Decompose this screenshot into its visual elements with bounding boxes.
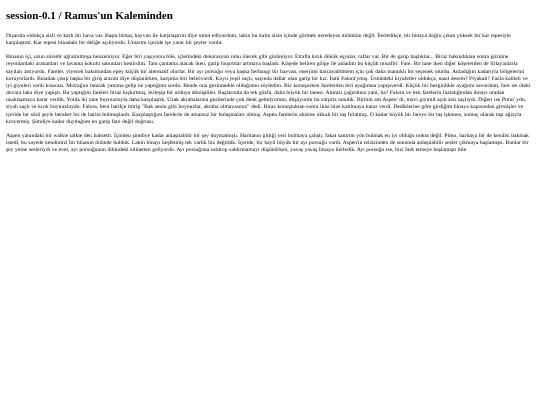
- document-page: [0, 0, 540, 154]
- page-title: session-0.1 / Ramus'un Kaleminden: [6, 10, 173, 22]
- paragraph-building: Binanın içi, uzun süredir uğramılmışa benzemiyor. Eğer biri yaşıyorsa bile, içlerindeki dekorasyon ruhu ölecek gibi görünüyor. Etrafta kırık dökük eşyalar, raflar var. Bir de garip başlıklar... Biraz bakındıktan sonra gözüme reyonlardaki arananları ve lavanta kokulu sabunları kestirdim. Tam çantama atacak iken, garip huşırtılar artmaya başladı. Köşede beliren gölge ile anladım bu küçük misafiri: Fare. Bir tane iken diğer köşelerden de firlayanlarla sayıları artıyordu. Fareler, yiyecek bakımından epey küçük bir alternatif olurlar. Bir ayı porsuğu veya başka herhangi bir hayvan, enerjimi harcayabilmem için çok daha mantıklı bir seçenek olurdu. Anladığım kadarıyla bölgelerini koruyorlardı. Binadan çıkıp başka bir giriş ararım diye düşünürken, karşıma biri belirivordi. Koyu yeşil saçlı, saçında dallar olan garip bir kız. İsmi Falora'ymış. Üstündeki kıyafetler oldukça, nasıl desem? Fiyakalı? Fazla kaliteli ve iyi giyuleri vardı kısacası. Mızrağını tutarak yanıma gelip ne yaptığımı sordu. Bende ona gezinmekte olduğumu söyledim. Biz konuşurken farelerden biri ayağımaa yapışıverdi. Küçük bir bezginlikle ayağımı savurdum, fare ise öteki duvara laka diye yapıştı. Bu yaptığım fareleri biraz kışkırtmış, birleşip bir orduya dönüştüler. Başlarında da tek gözlü, daha büyük bir tanesi. Abinizi çağırdınız yani, ha? Falora ve ben farelerin fazlalığından dolayı oradan uzaklaşmaya karar verdik. Yolda iki tane boynuzluyla daha karşılaştık. Uzak akrabalarına gezilerinde çok denk gelmiyorum, düşüyordu bu sürpriz tanıdık. Birinin adı Aspen' di, mavi giyimli açık sarı saçlıydı. Diğeri ise Pımo' ydu, siyah saçlı ve kırık boynuzluydu. Falora, beni hatifçe ittirip "Bak senin gibi boynuzlar, akraba olmayasınız" dedi. Biraz konuştuktan sonra ikisi bize katılmaya karar verdi. Dediklerine göre girdiğim binaya kapısından girmişler ve içeride bir sürü şeyle beraber bir de harita bulmuşlardı. Karşılaştığım farelerle de amansız bir bulaşmaları olmuş. Aspen farelerin abisine okkalı bir taş fırlatmış. O kadar büyük bir fareye bir taş işlemez, somuç olarak taşı ağzıyla kırıvermiş. Şimdiye kadar duyduğum en garip fare değil doğrusu.: [6, 54, 531, 125]
- paragraph-intro: Dışarıda oldukça sisli ve karlı bir hava var. Başta birkaç hayvan ile karşılaşırım diye umut ediyordum, lakin bu kalın sisin içinde görmek neredeyse mümkün değil. İlerledikçe, bir binaya doğru çıkan yüksek bir kar tepesiyle karşılaştım. Kar tepesi binadaki bir deliğe açılıyordu. Umarım içeride işe yarar bir şeyler vardır.: [6, 33, 511, 47]
- paragraph-walkie-talkie: Aspen yanındaki bir walkie talkie den bahsetti. İçinden şimdiye kadar anlaşılabilir bir şey duymamışlı. Haritanın gittiği yeri bulmaya çalıştı, fakat sanırım yön bulmak en iyi olduğu nokta değil. Pimo, haritaya bir de kendisi bakmak istedi, bu sayede kendimizi bir binanın önünde bulduk. Lakin binayı keşfetmiş tek varlık biz değildik. İçeride, bir hayli büyük bir ayı porsuğu vardı. Aspen'in telsizinden de sonunda anlaşılabilir sesler çıkmaya başlamıştı. Bunlar bir şey yeme sesleriydi ve evet, ayı porsuğunun dibindeki silinetten geliyordu. Ayı porsuğuna saldırıp saldırmamayı düşünürken, yavaş yavaş binaya ilerledik. Ayı porsuğu ise, bizi fark etmeye başlamıştı bile.: [6, 132, 529, 154]
